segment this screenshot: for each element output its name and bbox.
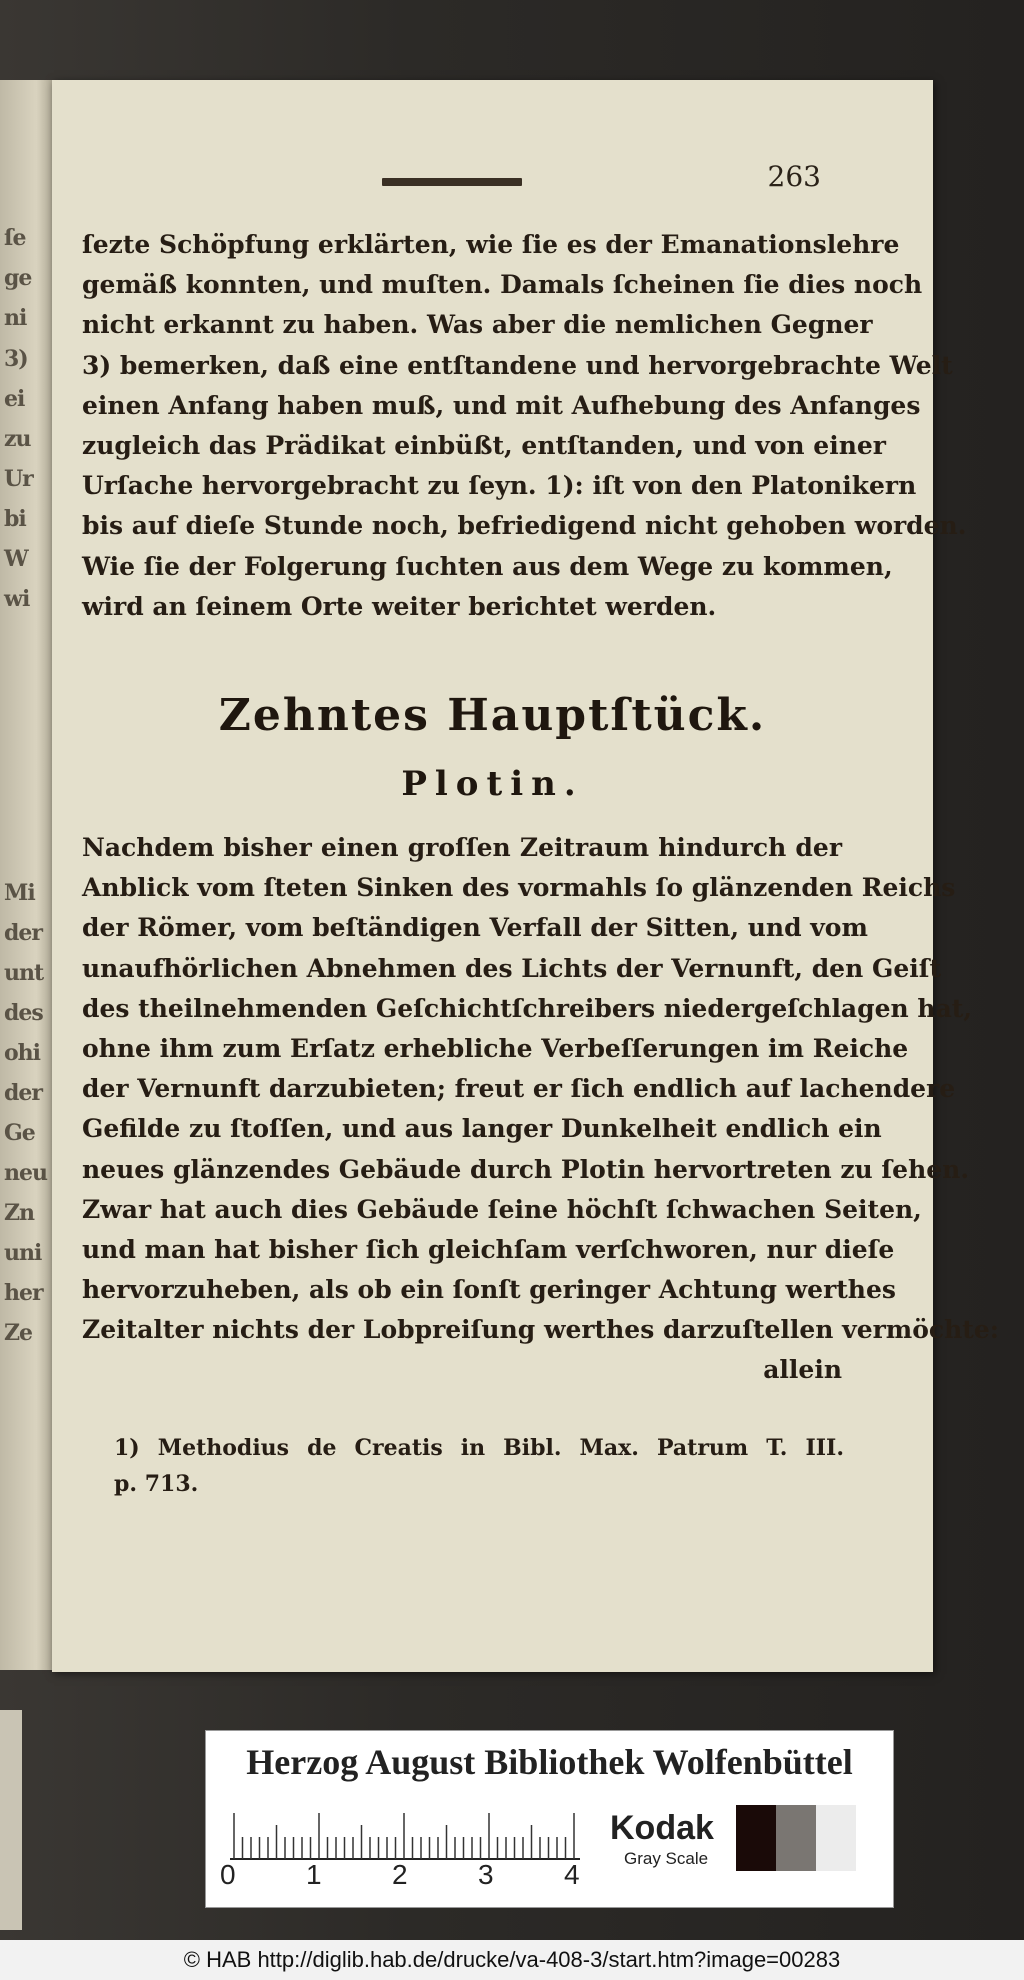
chapter-subtitle: Plotin. xyxy=(401,764,584,804)
text-line: p. 713. xyxy=(114,1471,199,1497)
facing-page-fragment: 3) xyxy=(4,346,28,372)
text-line: Gefilde zu ſtoſſen, und aus langer Dunkelheit endlich ein xyxy=(82,1114,882,1144)
text-line: bis auf dieſe Stunde noch, befriedigend nicht gehoben worden. xyxy=(82,511,967,541)
facing-page-fragment: wi xyxy=(4,586,30,612)
text-line: zugleich das Prädikat einbüßt, entſtanden, und von einer xyxy=(82,430,886,460)
facing-page-fragment: Ur xyxy=(4,466,33,492)
credit-footer: © HAB http://diglib.hab.de/drucke/va-408-3/start.htm?image=00283 xyxy=(0,1940,1024,1980)
facing-page-fragment: ge xyxy=(4,265,32,291)
text-line: des theilnehmenden Geſchichtſchreibers niedergeſchlagen hat, xyxy=(82,993,973,1023)
text-line: 1) Methodius de Creatis in Bibl. Max. Patrum T. III. xyxy=(114,1435,844,1461)
text-line: neues glänzendes Gebäude durch Plotin hervortreten zu ſehen. xyxy=(82,1154,970,1184)
facing-page-fragment: des xyxy=(4,1000,43,1026)
facing-page-fragment: Ge xyxy=(4,1120,35,1146)
ruler-number: 4 xyxy=(564,1859,580,1890)
text-line: Anblick vom ſteten Sinken des vormahls ſo glänzenden Reichs xyxy=(82,873,956,903)
facing-page-fragment: der xyxy=(4,920,42,946)
facing-page-edge xyxy=(0,80,52,1670)
chapter-title: Zehntes Hauptſtück. xyxy=(218,690,767,741)
body-top xyxy=(82,225,967,627)
facing-page-fragment: neu xyxy=(4,1160,47,1186)
kodak-logo-text: Kodak xyxy=(610,1809,714,1847)
gray-swatch xyxy=(736,1805,776,1871)
text-line: Nachdem bisher einen groſſen Zeitraum hindurch der xyxy=(82,833,842,862)
facing-page-fragment: W xyxy=(4,546,28,572)
header-rule xyxy=(382,178,522,186)
facing-page-fragment: bi xyxy=(4,506,26,532)
gray-scale-label: Gray Scale xyxy=(624,1849,709,1868)
text-line: Zwar hat auch dies Gebäude ſeine höchſt ſchwachen Seiten, xyxy=(82,1194,922,1224)
body-main xyxy=(82,828,999,1391)
facing-page-fragment: ni xyxy=(4,305,27,331)
ruler-number: 0 xyxy=(220,1859,236,1890)
ruler-number: 1 xyxy=(306,1859,322,1890)
facing-page-fragment: Zn xyxy=(4,1200,35,1226)
facing-page-fragment: Ze xyxy=(4,1320,33,1346)
facing-page-fragment: ohi xyxy=(4,1040,41,1066)
text-line: Wie ſie der Folgerung ſuchten aus dem Wege zu kommen, xyxy=(82,551,893,581)
facing-page-fragment: ſe xyxy=(4,225,26,251)
text-line: ohne ihm zum Erſatz erhebliche Verbeſſerungen im Reiche xyxy=(82,1033,909,1063)
text-line: Urſache hervorgebracht zu ſeyn. 1): iſt von den Platonikern xyxy=(82,471,917,501)
catchword: allein xyxy=(763,1355,842,1385)
footnote xyxy=(114,1430,844,1502)
text-line: wird an ſeinem Orte weiter berichtet werden. xyxy=(82,591,717,621)
book-page xyxy=(52,80,999,1672)
color-calibration-card xyxy=(205,1730,894,1908)
ruler-number: 3 xyxy=(478,1859,494,1890)
facing-page-fragment: unt xyxy=(4,960,44,986)
facing-page-fragment: Mi xyxy=(4,880,35,906)
page-number: 263 xyxy=(767,160,821,193)
gray-swatch xyxy=(776,1805,816,1871)
text-line: nicht erkannt zu haben. Was aber die nemlichen Gegner xyxy=(82,310,873,340)
text-line: gemäß konnten, und muſten. Damals ſcheinen ſie dies noch xyxy=(82,270,923,300)
facing-page-strip xyxy=(0,1710,22,1930)
text-line: einen Anfang haben muß, und mit Aufhebung des Anfanges xyxy=(82,390,921,420)
text-line: der Römer, vom beſtändigen Verfall der Sitten, und vom xyxy=(82,913,868,943)
facing-page-fragment: der xyxy=(4,1080,42,1106)
text-line: hervorzuheben, als ob ein ſonſt geringer Achtung werthes xyxy=(82,1275,896,1305)
text-line: unaufhörlichen Abnehmen des Lichts der Vernunft, den Geiſt xyxy=(82,953,942,983)
facing-page-fragment: her xyxy=(4,1280,43,1306)
ruler-scale xyxy=(230,1813,580,1861)
ruler-number: 2 xyxy=(392,1859,408,1890)
card-title: Herzog August Bibliothek Wolfenbüttel xyxy=(246,1742,853,1782)
facing-page-fragment: uni xyxy=(4,1240,42,1266)
text-line: und man hat bisher ſich gleichſam verſchworen, nur dieſe xyxy=(82,1234,895,1264)
text-line: ſezte Schöpfung erklärten, wie ſie es der Emanationslehre xyxy=(82,230,900,259)
facing-page-fragment: ei xyxy=(4,386,25,412)
gray-swatch xyxy=(816,1805,856,1871)
facing-page-fragment: zu xyxy=(4,426,31,452)
text-line: 3) bemerken, daß eine entſtandene und hervorgebrachte Welt xyxy=(82,350,953,380)
text-line: der Vernunft darzubieten; freut er ſich endlich auf lachendere xyxy=(82,1074,956,1104)
text-line: Zeitalter nichts der Lobpreiſung werthes darzuſtellen vermöchte: xyxy=(82,1315,999,1345)
